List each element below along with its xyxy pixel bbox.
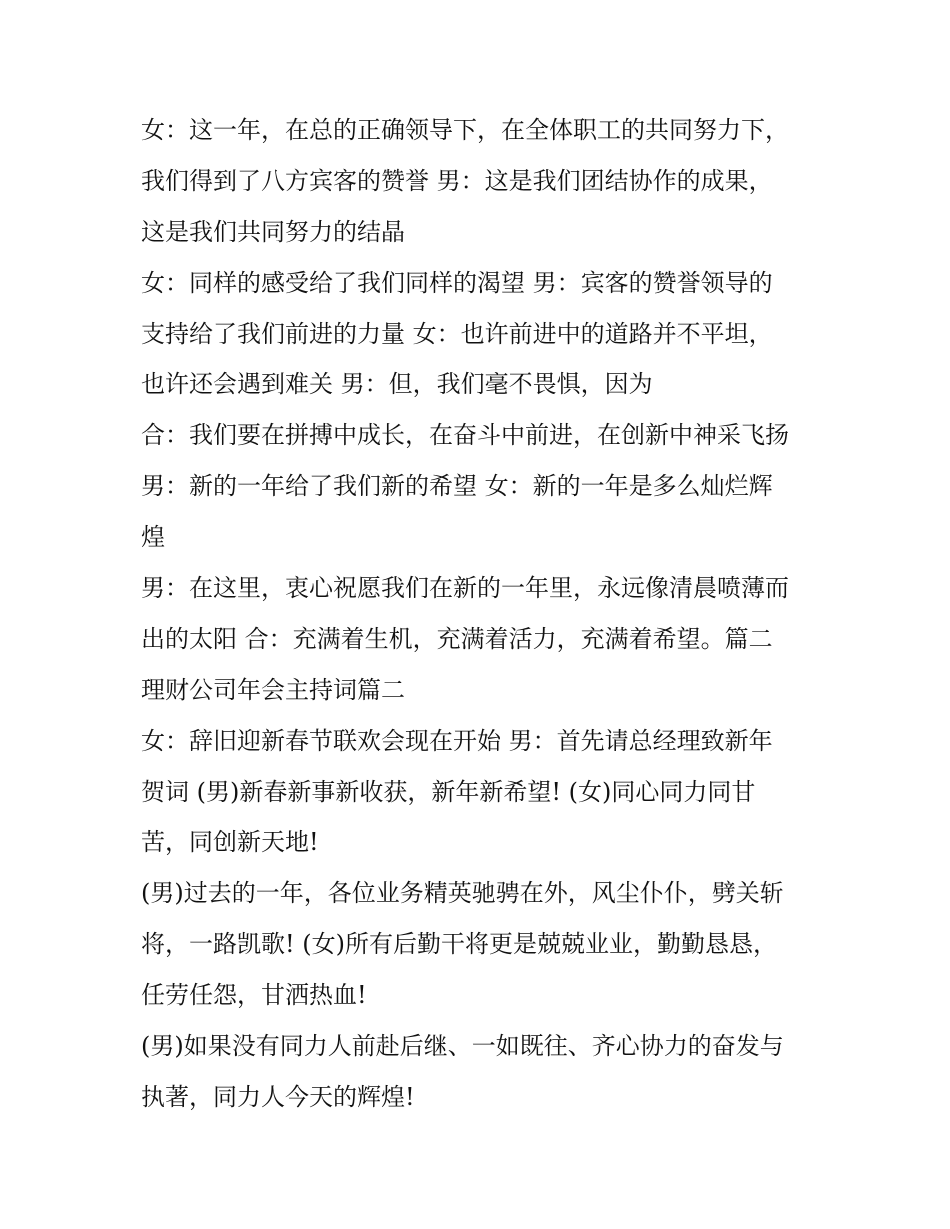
text-line: 男：在这里，衷心祝愿我们在新的一年里，永远像清晨喷薄而 (141, 574, 789, 603)
section-heading: 理财公司年会主持词篇二 (141, 675, 405, 704)
text-line: 女：辞旧迎新春节联欢会现在开始 男：首先请总经理致新年 (141, 726, 773, 755)
text-line: 这是我们共同努力的结晶 (141, 217, 405, 246)
text-line: 也许还会遇到难关 男：但，我们毫不畏惧，因为 (141, 370, 653, 399)
document-body (141, 105, 831, 1123)
text-line: 合：我们要在拼搏中成长，在奋斗中前进，在创新中神采飞扬 (141, 421, 789, 450)
text-line: 将，一路凯歌! (女)所有后勤干将更是兢兢业业，勤勤恳恳， (141, 930, 777, 959)
text-line: 煌 (141, 523, 165, 552)
text-line: 贺词 (男)新春新事新收获，新年新希望! (女)同心同力同甘 (141, 777, 756, 806)
text-line: 支持给了我们前进的力量 女：也许前进中的道路并不平坦， (141, 319, 773, 348)
text-line: 执著，同力人今天的辉煌! (141, 1082, 415, 1111)
text-line: 男：新的一年给了我们新的希望 女：新的一年是多么灿烂辉 (141, 472, 773, 501)
text-line: 任劳任怨，甘洒热血! (141, 981, 367, 1010)
text-line: 苦，同创新天地! (141, 828, 319, 857)
text-line: 女：同样的感受给了我们同样的渴望 男：宾客的赞誉领导的 (141, 268, 773, 297)
text-line: 我们得到了八方宾客的赞誉 男：这是我们团结协作的成果， (141, 166, 773, 195)
text-line: (男)过去的一年，各位业务精英驰骋在外，风尘仆仆，劈关斩 (141, 879, 784, 908)
text-line: 出的太阳 合：充满着生机，充满着活力，充满着希望。篇二 (141, 624, 773, 653)
text-line: 女：这一年，在总的正确领导下，在全体职工的共同努力下， (141, 116, 789, 144)
text-line: (男)如果没有同力人前赴后继、一如既往、齐心协力的奋发与 (141, 1032, 784, 1061)
